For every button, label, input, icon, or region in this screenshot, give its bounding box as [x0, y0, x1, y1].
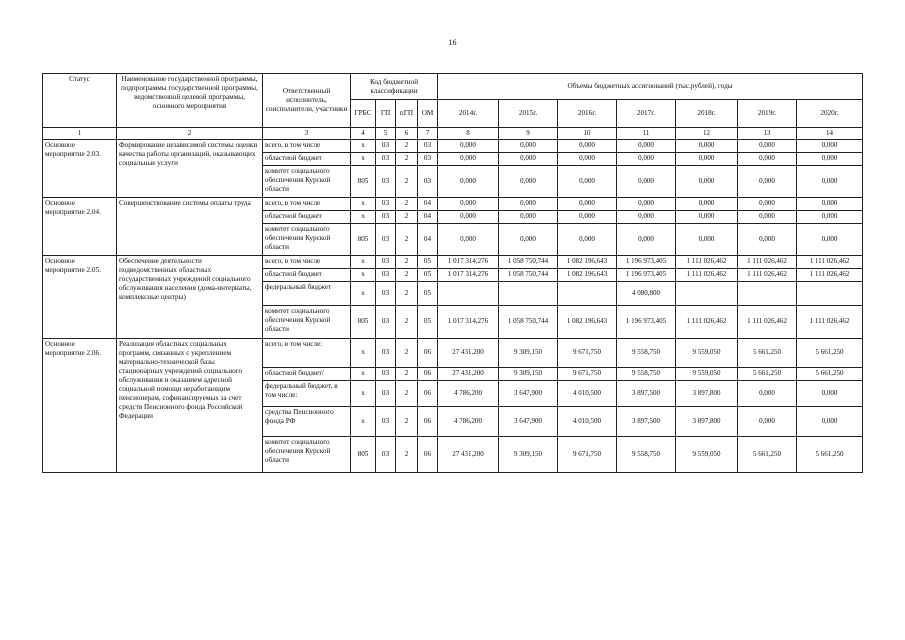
gp-cell: 03: [376, 152, 396, 165]
header-gp: ГП: [376, 100, 396, 128]
amount-cell: 0,000: [617, 139, 676, 152]
amount-cell: [499, 281, 558, 305]
amount-cell: 0,000: [676, 152, 738, 165]
amount-cell: 5 661,250: [738, 436, 797, 472]
grbs-cell: 805: [351, 305, 376, 338]
pgp-cell: 2: [396, 380, 418, 406]
amount-cell: 0,000: [676, 197, 738, 210]
om-cell: 04: [418, 210, 438, 223]
grbs-cell: х: [351, 406, 376, 436]
om-cell: 05: [418, 305, 438, 338]
amount-cell: 5 661,250: [738, 367, 797, 380]
amount-cell: 0,000: [797, 380, 863, 406]
measure-status: Основное мероприятие 2.04.: [43, 197, 117, 255]
grbs-cell: х: [351, 197, 376, 210]
amount-cell: 0,000: [499, 139, 558, 152]
amount-cell: 0,000: [558, 165, 617, 197]
header-year: 2018г.: [676, 100, 738, 128]
column-number-row: [43, 128, 863, 140]
amount-cell: 1 058 750,744: [499, 255, 558, 268]
header-year: 2019г.: [738, 100, 797, 128]
amount-cell: 0,000: [499, 197, 558, 210]
amount-cell: 0,000: [738, 406, 797, 436]
grbs-cell: х: [351, 338, 376, 367]
om-cell: 05: [418, 255, 438, 268]
amount-cell: 0,000: [676, 210, 738, 223]
measure-status: Основное мероприятие 2.03.: [43, 139, 117, 197]
amount-cell: 0,000: [738, 165, 797, 197]
table-row: [43, 338, 863, 367]
amount-cell: 3 897,500: [617, 406, 676, 436]
amount-cell: 0,000: [738, 152, 797, 165]
gp-cell: 03: [376, 338, 396, 367]
column-number: 10: [558, 128, 617, 140]
amount-cell: 1 017 314,276: [438, 255, 499, 268]
header-grbs: ГРБС: [351, 100, 376, 128]
amount-cell: 9 671,750: [558, 367, 617, 380]
amount-cell: 1 196 973,405: [617, 305, 676, 338]
responsible-cell: комитет социального обеспечения Курской области: [263, 436, 351, 472]
amount-cell: 27 431,200: [438, 367, 499, 380]
header-pgp: пГП: [396, 100, 418, 128]
responsible-cell: средства Пенсионного фонда РФ: [263, 406, 351, 436]
responsible-cell: комитет социального обеспечения Курской области: [263, 223, 351, 255]
amount-cell: 0,000: [617, 165, 676, 197]
amount-cell: 1 082 196,643: [558, 255, 617, 268]
amount-cell: 5 661,250: [797, 436, 863, 472]
amount-cell: 9 559,050: [676, 436, 738, 472]
amount-cell: [438, 281, 499, 305]
pgp-cell: 2: [396, 338, 418, 367]
grbs-cell: х: [351, 380, 376, 406]
gp-cell: 03: [376, 255, 396, 268]
amount-cell: 0,000: [738, 139, 797, 152]
grbs-cell: 805: [351, 436, 376, 472]
gp-cell: 03: [376, 406, 396, 436]
amount-cell: 1 111 026,462: [738, 305, 797, 338]
measure-name: Формирование независимой системы оценки качества работы организаций, оказывающих социальные услуги: [117, 139, 263, 197]
pgp-cell: 2: [396, 139, 418, 152]
grbs-cell: 805: [351, 223, 376, 255]
amount-cell: 1 196 973,405: [617, 255, 676, 268]
header-name: Наименование государственной программы, подпрограммы государственной программы, ведомственной целевой программы, основного мероприятия: [117, 74, 263, 128]
measure-status: Основное мероприятие 2.06.: [43, 338, 117, 472]
measure-status: Основное мероприятие 2.05.: [43, 255, 117, 338]
responsible-cell: всего, в том числе: [263, 197, 351, 210]
responsible-cell: областной бюджет: [263, 152, 351, 165]
pgp-cell: 2: [396, 165, 418, 197]
amount-cell: 9 309,150: [499, 338, 558, 367]
responsible-cell: комитет социального обеспечения Курской области: [263, 305, 351, 338]
grbs-cell: х: [351, 210, 376, 223]
amount-cell: 1 111 026,462: [797, 255, 863, 268]
amount-cell: 0,000: [438, 139, 499, 152]
gp-cell: 03: [376, 380, 396, 406]
amount-cell: 0,000: [438, 152, 499, 165]
amount-cell: 0,000: [738, 380, 797, 406]
column-number: 14: [797, 128, 863, 140]
amount-cell: 0,000: [797, 223, 863, 255]
pgp-cell: 2: [396, 268, 418, 281]
table-row: [43, 255, 863, 268]
pgp-cell: 2: [396, 305, 418, 338]
amount-cell: 0,000: [797, 139, 863, 152]
om-cell: 06: [418, 406, 438, 436]
responsible-cell: комитет социального обеспечения Курской области: [263, 165, 351, 197]
amount-cell: [558, 281, 617, 305]
amount-cell: 4 010,500: [558, 406, 617, 436]
amount-cell: 1 111 026,462: [797, 305, 863, 338]
column-number: 13: [738, 128, 797, 140]
amount-cell: 1 111 026,462: [676, 255, 738, 268]
column-number: 11: [617, 128, 676, 140]
header-status: Статус: [43, 74, 117, 128]
amount-cell: 1 196 973,405: [617, 268, 676, 281]
gp-cell: 03: [376, 268, 396, 281]
om-cell: 04: [418, 223, 438, 255]
header-year: 2016г.: [558, 100, 617, 128]
column-number: 8: [438, 128, 499, 140]
amount-cell: 0,000: [499, 165, 558, 197]
amount-cell: 9 559,050: [676, 367, 738, 380]
amount-cell: 0,000: [617, 152, 676, 165]
amount-cell: 0,000: [676, 223, 738, 255]
om-cell: 03: [418, 152, 438, 165]
column-number: 4: [351, 128, 376, 140]
pgp-cell: 2: [396, 223, 418, 255]
om-cell: 06: [418, 436, 438, 472]
pgp-cell: 2: [396, 197, 418, 210]
amount-cell: 0,000: [797, 197, 863, 210]
amount-cell: 0,000: [558, 210, 617, 223]
responsible-cell: всего, в том числе:: [263, 338, 351, 367]
amount-cell: 0,000: [738, 210, 797, 223]
amount-cell: 9 558,750: [617, 338, 676, 367]
amount-cell: 1 111 026,462: [676, 268, 738, 281]
grbs-cell: х: [351, 281, 376, 305]
om-cell: 03: [418, 139, 438, 152]
amount-cell: 1 017 314,276: [438, 305, 499, 338]
responsible-cell: федеральный бюджет: [263, 281, 351, 305]
amount-cell: 1 082 196,643: [558, 268, 617, 281]
measure-name: Реализация областных социальных программ, связанных с укреплением материально-технической базы стационарных учреждений социального обслуживания и оказанием адресной социальной помощи неработающим пенсионерам, софинансируемых за счет средств Пенсионного фонда Российской Федерации: [117, 338, 263, 472]
pgp-cell: 2: [396, 406, 418, 436]
amount-cell: [797, 281, 863, 305]
gp-cell: 03: [376, 139, 396, 152]
responsible-cell: всего, в том числе: [263, 139, 351, 152]
pgp-cell: 2: [396, 436, 418, 472]
measure-name: Совершенствование системы оплаты труда: [117, 197, 263, 255]
amount-cell: 4 080,800: [617, 281, 676, 305]
grbs-cell: х: [351, 255, 376, 268]
header-year: 2020г.: [797, 100, 863, 128]
pgp-cell: 2: [396, 281, 418, 305]
om-cell: 05: [418, 268, 438, 281]
gp-cell: 03: [376, 197, 396, 210]
amount-cell: 0,000: [797, 406, 863, 436]
grbs-cell: х: [351, 139, 376, 152]
om-cell: 06: [418, 367, 438, 380]
grbs-cell: х: [351, 268, 376, 281]
amount-cell: 1 058 750,744: [499, 305, 558, 338]
gp-cell: 03: [376, 281, 396, 305]
gp-cell: 03: [376, 210, 396, 223]
amount-cell: 1 111 026,462: [738, 255, 797, 268]
pgp-cell: 2: [396, 255, 418, 268]
grbs-cell: 805: [351, 165, 376, 197]
pgp-cell: 2: [396, 152, 418, 165]
amount-cell: [738, 281, 797, 305]
table-row: [43, 139, 863, 152]
header-year: 2017г.: [617, 100, 676, 128]
amount-cell: 3 647,900: [499, 406, 558, 436]
column-number: 7: [418, 128, 438, 140]
amount-cell: 0,000: [558, 139, 617, 152]
amount-cell: 1 017 314,276: [438, 268, 499, 281]
header-budget-code: Код бюджетной классификации: [351, 74, 438, 100]
header-volumes: Объемы бюджетных ассигнований (тыс.рублей), годы: [438, 74, 863, 100]
gp-cell: 03: [376, 367, 396, 380]
page-number: 16: [448, 38, 457, 47]
amount-cell: 0,000: [676, 139, 738, 152]
column-number: 3: [263, 128, 351, 140]
amount-cell: 9 559,050: [676, 338, 738, 367]
om-cell: 03: [418, 165, 438, 197]
responsible-cell: областной бюджет: [263, 268, 351, 281]
om-cell: 06: [418, 380, 438, 406]
amount-cell: 4 010,500: [558, 380, 617, 406]
amount-cell: 0,000: [617, 210, 676, 223]
pgp-cell: 2: [396, 367, 418, 380]
budget-allocation-table: [42, 73, 863, 473]
header-responsible: Ответственный исполнитель, соисполнители, участники: [263, 74, 351, 128]
amount-cell: 3 647,900: [499, 380, 558, 406]
column-number: 1: [43, 128, 117, 140]
amount-cell: 0,000: [738, 197, 797, 210]
measure-name: Обеспечение деятельности подведомственных областных государственных учреждений социального обслуживания населения (дома-интернаты, комплексные центры): [117, 255, 263, 338]
amount-cell: 9 671,750: [558, 338, 617, 367]
amount-cell: 0,000: [438, 210, 499, 223]
om-cell: 04: [418, 197, 438, 210]
amount-cell: [676, 281, 738, 305]
amount-cell: 0,000: [738, 223, 797, 255]
amount-cell: 1 111 026,462: [797, 268, 863, 281]
amount-cell: 4 786,200: [438, 406, 499, 436]
column-number: 9: [499, 128, 558, 140]
amount-cell: 5 661,250: [797, 338, 863, 367]
responsible-cell: областной бюджет: [263, 210, 351, 223]
amount-cell: 0,000: [438, 197, 499, 210]
amount-cell: 9 309,150: [499, 436, 558, 472]
responsible-cell: федеральный бюджет, в том числе:: [263, 380, 351, 406]
amount-cell: 0,000: [797, 210, 863, 223]
column-number: 2: [117, 128, 263, 140]
amount-cell: 0,000: [558, 197, 617, 210]
column-number: 12: [676, 128, 738, 140]
pgp-cell: 2: [396, 210, 418, 223]
amount-cell: 27 431,200: [438, 436, 499, 472]
amount-cell: 9 558,750: [617, 436, 676, 472]
amount-cell: 5 661,250: [797, 367, 863, 380]
table-row: [43, 197, 863, 210]
amount-cell: 4 786,200: [438, 380, 499, 406]
grbs-cell: х: [351, 367, 376, 380]
amount-cell: 3 897,800: [676, 380, 738, 406]
amount-cell: 0,000: [558, 223, 617, 255]
header-year: 2014г.: [438, 100, 499, 128]
header-om: ОМ: [418, 100, 438, 128]
amount-cell: 0,000: [617, 223, 676, 255]
gp-cell: 03: [376, 305, 396, 338]
column-number: 5: [376, 128, 396, 140]
amount-cell: 1 058 750,744: [499, 268, 558, 281]
amount-cell: 3 897,800: [676, 406, 738, 436]
amount-cell: 5 661,250: [738, 338, 797, 367]
amount-cell: 0,000: [797, 165, 863, 197]
header-year: 2015г.: [499, 100, 558, 128]
amount-cell: 0,000: [438, 165, 499, 197]
amount-cell: 9 309,150: [499, 367, 558, 380]
responsible-cell: областной бюджет/: [263, 367, 351, 380]
amount-cell: 9 558,750: [617, 367, 676, 380]
amount-cell: 3 897,500: [617, 380, 676, 406]
gp-cell: 03: [376, 165, 396, 197]
responsible-cell: всего, в том числе: [263, 255, 351, 268]
gp-cell: 03: [376, 223, 396, 255]
amount-cell: 1 111 026,462: [676, 305, 738, 338]
amount-cell: 0,000: [797, 152, 863, 165]
amount-cell: 0,000: [499, 223, 558, 255]
amount-cell: 0,000: [499, 210, 558, 223]
amount-cell: 0,000: [676, 165, 738, 197]
amount-cell: 0,000: [438, 223, 499, 255]
om-cell: 06: [418, 338, 438, 367]
grbs-cell: х: [351, 152, 376, 165]
amount-cell: 9 671,750: [558, 436, 617, 472]
amount-cell: 0,000: [558, 152, 617, 165]
gp-cell: 03: [376, 436, 396, 472]
amount-cell: 0,000: [617, 197, 676, 210]
column-number: 6: [396, 128, 418, 140]
amount-cell: 1 111 026,462: [738, 268, 797, 281]
amount-cell: 0,000: [499, 152, 558, 165]
om-cell: 05: [418, 281, 438, 305]
amount-cell: 1 082 196,643: [558, 305, 617, 338]
amount-cell: 27 431,200: [438, 338, 499, 367]
